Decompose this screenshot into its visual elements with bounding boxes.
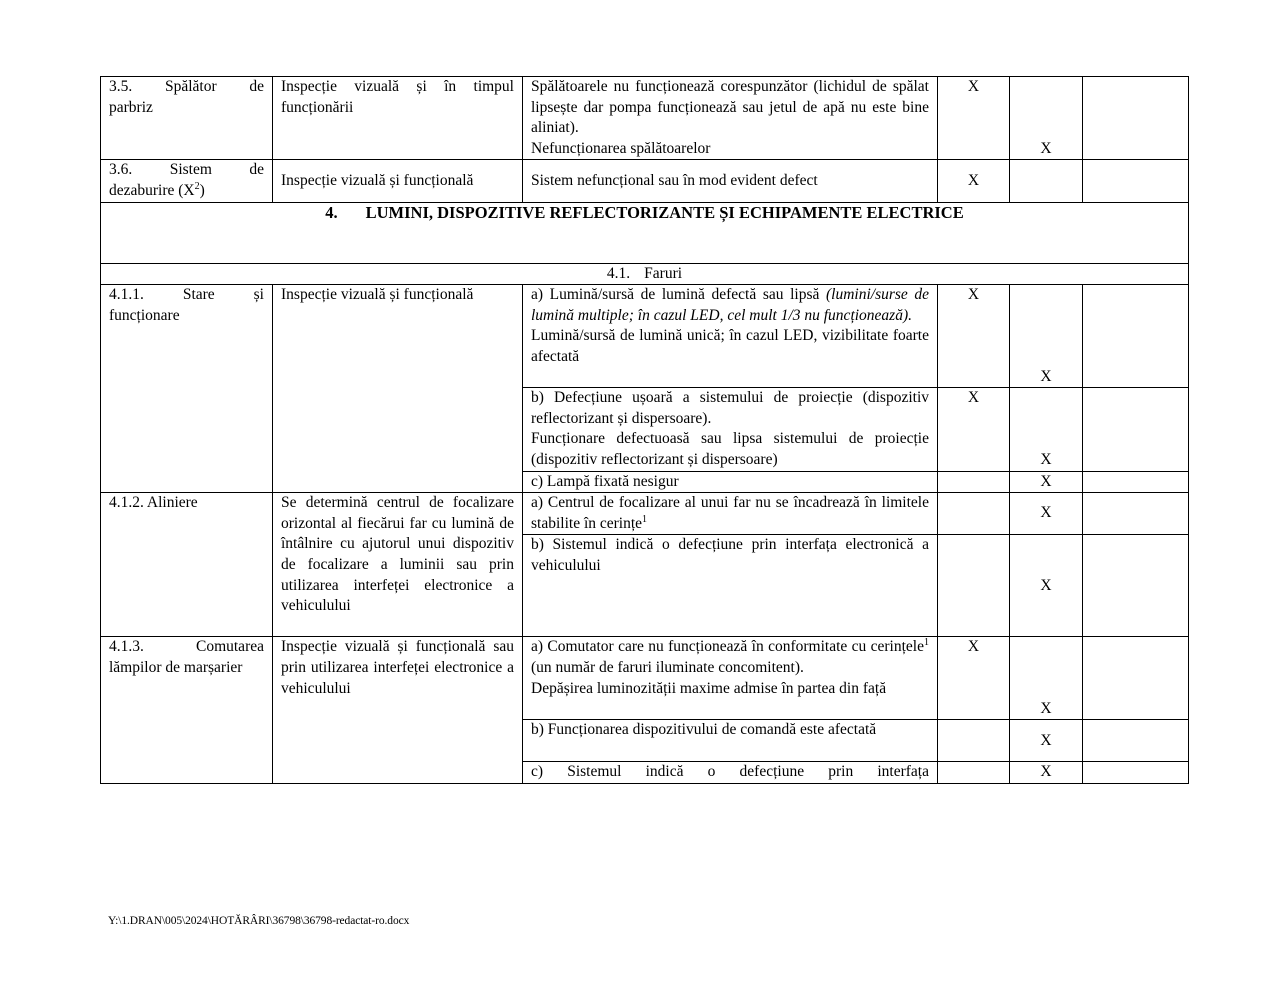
defect-text: Depășirea luminozității maxime admise în partea din față xyxy=(531,679,887,697)
minor-mark: X xyxy=(967,638,980,656)
defect-text: Funcționare defectuoasă sau lipsa sistemului de proiecție (dispozitiv reflectorizant și dispersoare) xyxy=(531,430,929,468)
defect-text: a) Lumină/sursă de lumină defectă sau lipsă xyxy=(531,286,820,304)
defect-text: (un număr de faruri iluminate concomitent). xyxy=(531,658,804,676)
minor-cell xyxy=(938,637,1010,720)
defect-cell xyxy=(523,388,938,471)
item-word: de xyxy=(249,161,264,179)
defect-text: Lumină/sursă de lumină unică; în cazul LED, vizibilitate foarte afectată xyxy=(531,327,929,365)
item-number: 3.5. xyxy=(109,78,133,95)
defect-note: (lumini/surse de lumină multiple; în cazul LED, cel mult 1/3 nu funcționează). xyxy=(531,286,930,324)
item-cell xyxy=(101,637,273,784)
defect-text: a) Comutator care nu funcționează în conformitate cu cerințele xyxy=(531,638,924,656)
major-cell xyxy=(1010,388,1083,471)
defect-cell xyxy=(523,285,938,388)
major-cell xyxy=(1010,77,1083,160)
method-cell: Se determină centrul de focalizare orizontal al fiecărui far cu lumină de întâlnire cu ajutorul unui dispozitiv de focalizare a luminii sau prin utilizarea interfeței electronice a vehiculului xyxy=(273,493,523,637)
table-row xyxy=(101,493,1189,535)
footnote-ref: 1 xyxy=(642,513,648,525)
minor-cell xyxy=(938,720,1010,762)
minor-cell xyxy=(938,160,1010,202)
major-mark: X xyxy=(1040,504,1052,522)
defect-text: a) Centrul de focalizare al unui far nu se încadrează în limitele stabilite în cerințe xyxy=(531,494,929,532)
dangerous-cell xyxy=(1083,285,1189,388)
footnote-ref: 1 xyxy=(924,637,929,649)
minor-mark: X xyxy=(967,171,980,189)
item-cell xyxy=(101,160,273,202)
defect-cell xyxy=(523,637,938,720)
major-mark: X xyxy=(1040,139,1052,157)
item-cell: 4.1.2. Aliniere xyxy=(101,493,273,637)
method-cell: Inspecție vizuală și funcțională xyxy=(273,285,523,493)
minor-cell xyxy=(938,535,1010,637)
item-number: 3.6. xyxy=(109,161,133,179)
major-cell xyxy=(1010,637,1083,720)
section-title: LUMINI, DISPOZITIVE REFLECTORIZANTE ȘI ECHIPAMENTE ELECTRICE xyxy=(365,202,964,222)
major-mark: X xyxy=(1040,472,1052,490)
defect-text: Nefuncționarea spălătoarelor xyxy=(531,139,711,157)
inspection-table xyxy=(100,76,1189,784)
item-word: lămpilor de marșarier xyxy=(109,658,243,676)
table-row xyxy=(101,160,1189,202)
method-cell: Inspecție vizuală și în timpul funcționării xyxy=(273,77,523,160)
item-word: și xyxy=(253,286,264,304)
defect-cell xyxy=(523,493,938,535)
minor-cell xyxy=(938,493,1010,535)
dangerous-cell xyxy=(1083,493,1189,535)
major-cell xyxy=(1010,535,1083,637)
major-mark: X xyxy=(1040,731,1052,749)
major-cell xyxy=(1010,720,1083,762)
item-word: Sistem xyxy=(169,161,212,179)
item-word: funcționare xyxy=(109,306,180,324)
method-cell: Inspecție vizuală și funcțională sau prin utilizarea interfeței electronice a vehiculului xyxy=(273,637,523,784)
defect-cell: c) Sistemul indică o defecțiune prin interfața xyxy=(523,762,938,784)
dangerous-cell xyxy=(1083,535,1189,637)
major-mark: X xyxy=(1040,763,1052,781)
minor-cell xyxy=(938,762,1010,784)
subsection-heading xyxy=(101,263,1189,285)
subsection-row xyxy=(101,263,1189,285)
major-mark: X xyxy=(1040,450,1052,468)
minor-cell xyxy=(938,471,1010,493)
section-number: 4. xyxy=(325,202,338,222)
major-mark: X xyxy=(1040,576,1052,594)
defect-text: Spălătoarele nu funcționează corespunzător (lichidul de spălat lipsește dar pompa funcționează sau jetul de apă nu este bine aliniat). xyxy=(531,78,929,137)
defect-cell: Sistem nefuncțional sau în mod evident defect xyxy=(523,160,938,202)
major-cell xyxy=(1010,493,1083,535)
subsection-title: Faruri xyxy=(644,264,683,282)
dangerous-cell xyxy=(1083,388,1189,471)
major-cell xyxy=(1010,762,1083,784)
minor-mark: X xyxy=(967,78,980,95)
table-row xyxy=(101,77,1189,160)
dangerous-cell xyxy=(1083,77,1189,160)
major-mark: X xyxy=(1040,367,1052,385)
item-word: Stare xyxy=(182,286,215,304)
major-mark: X xyxy=(1040,699,1052,717)
dangerous-cell xyxy=(1083,471,1189,493)
major-cell xyxy=(1010,471,1083,493)
defect-cell: c) Lampă fixată nesigur xyxy=(523,471,938,493)
minor-mark: X xyxy=(967,286,980,304)
major-cell xyxy=(1010,285,1083,388)
minor-cell xyxy=(938,77,1010,160)
dangerous-cell xyxy=(1083,720,1189,762)
item-word: dezaburire (X xyxy=(109,181,195,199)
minor-cell xyxy=(938,388,1010,471)
dangerous-cell xyxy=(1083,160,1189,202)
item-word: Comutarea xyxy=(195,638,264,656)
item-number: 4.1.1. xyxy=(109,286,144,304)
footnote-ref: 2 xyxy=(194,180,200,192)
footer-file-path: Y:\1.DRAN\005\2024\HOTĂRÂRI\36798\36798-redactat-ro.docx xyxy=(108,915,410,927)
table-row xyxy=(101,637,1189,720)
major-cell xyxy=(1010,160,1083,202)
item-word: Spălător xyxy=(164,78,217,95)
minor-mark: X xyxy=(967,389,980,407)
table-row xyxy=(101,285,1189,388)
defect-cell: b) Sistemul indică o defecțiune prin interfața electronică a vehiculului xyxy=(523,535,938,637)
method-cell: Inspecție vizuală și funcțională xyxy=(273,160,523,202)
section-row xyxy=(101,202,1189,263)
item-number: 4.1.3. xyxy=(109,638,144,656)
dangerous-cell xyxy=(1083,637,1189,720)
section-heading xyxy=(101,202,1189,263)
defect-cell: b) Funcționarea dispozitivului de comandă este afectată xyxy=(523,720,938,762)
dangerous-cell xyxy=(1083,762,1189,784)
item-word: de xyxy=(249,78,264,95)
item-cell xyxy=(101,285,273,493)
item-word: parbriz xyxy=(109,98,153,116)
item-word: ) xyxy=(199,181,205,199)
defect-text: b) Defecțiune ușoară a sistemului de proiecție (dispozitiv reflectorizant și dispersoare). xyxy=(531,389,929,427)
subsection-number: 4.1. xyxy=(606,264,631,282)
defect-cell xyxy=(523,77,938,160)
item-cell xyxy=(101,77,273,160)
minor-cell xyxy=(938,285,1010,388)
